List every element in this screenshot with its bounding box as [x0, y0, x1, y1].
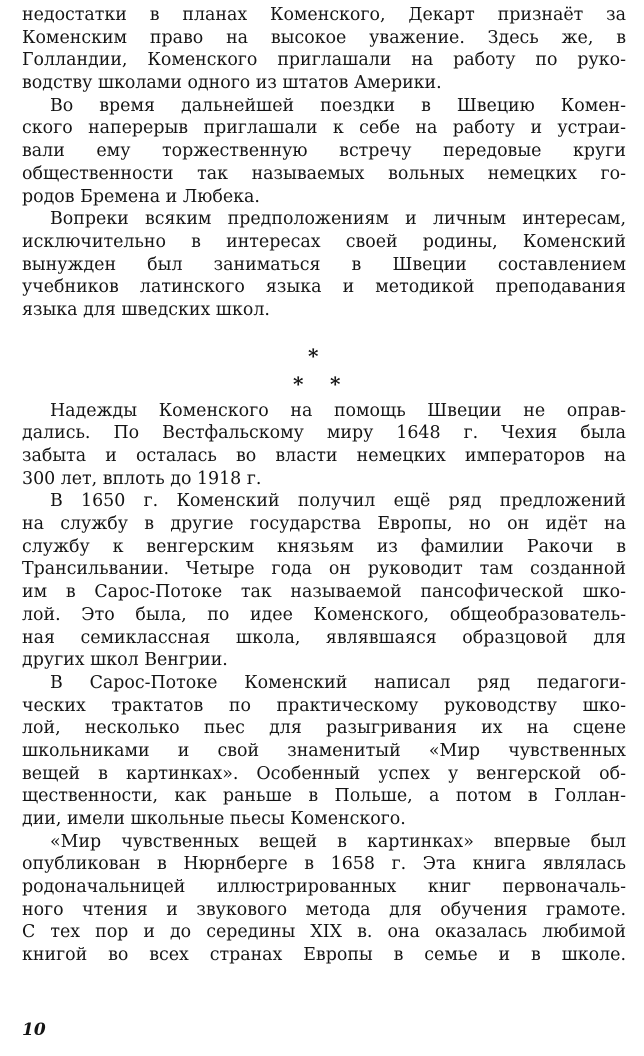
text-line: им в Сарос-Потоке так называемой пансофической шко-: [22, 582, 626, 603]
text-line: Надежды Коменского на помощь Швеции не оправ-: [50, 400, 626, 421]
text-line: языка для шведских школ.: [22, 299, 270, 320]
page-body: [22, 4, 626, 967]
text-line: книгой во всех странах Европы в семье и в школе.: [22, 945, 626, 966]
text-line: Коменским право на высокое уважение. Здесь же, в: [22, 27, 626, 48]
asterisk-right: *: [330, 371, 341, 396]
paragraph-transylvania: [22, 490, 626, 672]
text-line: дии, имели школьные пьесы Коменского.: [22, 809, 406, 829]
text-line: забыта и осталась во власти немецких императоров на: [22, 446, 626, 466]
text-line: родоначальницей иллюстрированных книг первоначаль-: [22, 877, 626, 898]
text-line: опубликован в Нюрнберге в 1658 г. Эта книга являлась: [22, 854, 626, 875]
section-break-asterisks: [22, 322, 626, 400]
paragraph-westphalia: [22, 400, 626, 491]
text-line: школьниками и свой знаменитый «Мир чувственных: [22, 740, 626, 761]
text-line: ного чтения и звукового метода для обучения грамоте.: [22, 899, 626, 920]
text-line: Голландии, Коменского приглашали на работу по руко-: [22, 50, 626, 71]
text-line: В Сарос-Потоке Коменский написал ряд педагоги-: [50, 672, 626, 693]
paragraph-sarospatak-works: [22, 672, 626, 831]
text-line: учебников латинского языка и методикой преподавания: [22, 277, 626, 298]
text-line: службу к венгерским князьям из фамилии Ракочи в: [22, 536, 626, 557]
text-line: ная семиклассная школа, являвшаяся образцовой для: [22, 627, 626, 648]
asterisk-top: *: [308, 343, 319, 368]
paragraph-comenius-descartes: [22, 4, 626, 95]
text-line: водству школами одного из штатов Америки.: [22, 73, 442, 94]
text-line: Вопреки всяким предположениям и личным интересам,: [50, 209, 626, 230]
page-number: 10: [22, 1020, 46, 1040]
paragraph-orbis-pictus: [22, 831, 626, 967]
text-line: лой. Это была, по идее Коменского, общеобразователь-: [22, 604, 626, 625]
paragraph-latin-textbooks: [22, 208, 626, 321]
text-line: родов Бремена и Любека.: [22, 186, 260, 207]
text-line: дались. По Вестфальскому миру 1648 г. Чехия была: [22, 423, 626, 444]
text-line: общественности так называемых вольных немецких го-: [22, 163, 626, 184]
text-line: Во время дальнейшей поездки в Швецию Комен-: [50, 95, 626, 116]
text-line: ского наперерыв приглашали к себе на работу и устраи-: [22, 118, 626, 139]
asterisk-left: *: [293, 371, 304, 396]
text-line: ческих трактатов по практическому руководству шко-: [22, 695, 626, 716]
text-line: вынужден был заниматься в Швеции составлением: [22, 254, 626, 275]
text-line: на службу в другие государства Европы, но он идёт на: [22, 514, 626, 535]
text-line: Трансильвании. Четыре года он руководит там созданной: [22, 559, 626, 580]
text-line: В 1650 г. Коменский получил ещё ряд предложений: [50, 491, 626, 512]
text-line: исключительно в интересах своей родины, Коменский: [22, 231, 626, 252]
text-line: С тех пор и до середины XIX в. она оказалась любимой: [22, 922, 626, 943]
text-line: других школ Венгрии.: [22, 650, 228, 671]
text-line: щественности, как раньше в Польше, а потом в Голлан-: [22, 786, 626, 807]
text-line: вещей в картинках». Особенный успех у венгерской об-: [22, 763, 626, 784]
text-line: лой, несколько пьес для разыгривания их на сцене: [22, 718, 626, 739]
text-line: 300 лет, вплоть до 1918 г.: [22, 468, 262, 489]
text-line: вали ему торжественную встречу передовые круги: [22, 141, 626, 162]
text-line: недостатки в планах Коменского, Декарт признаёт за: [22, 5, 626, 25]
text-line: «Мир чувственных вещей в картинках» впервые был: [50, 831, 626, 852]
paragraph-sweden-trip: [22, 95, 626, 208]
